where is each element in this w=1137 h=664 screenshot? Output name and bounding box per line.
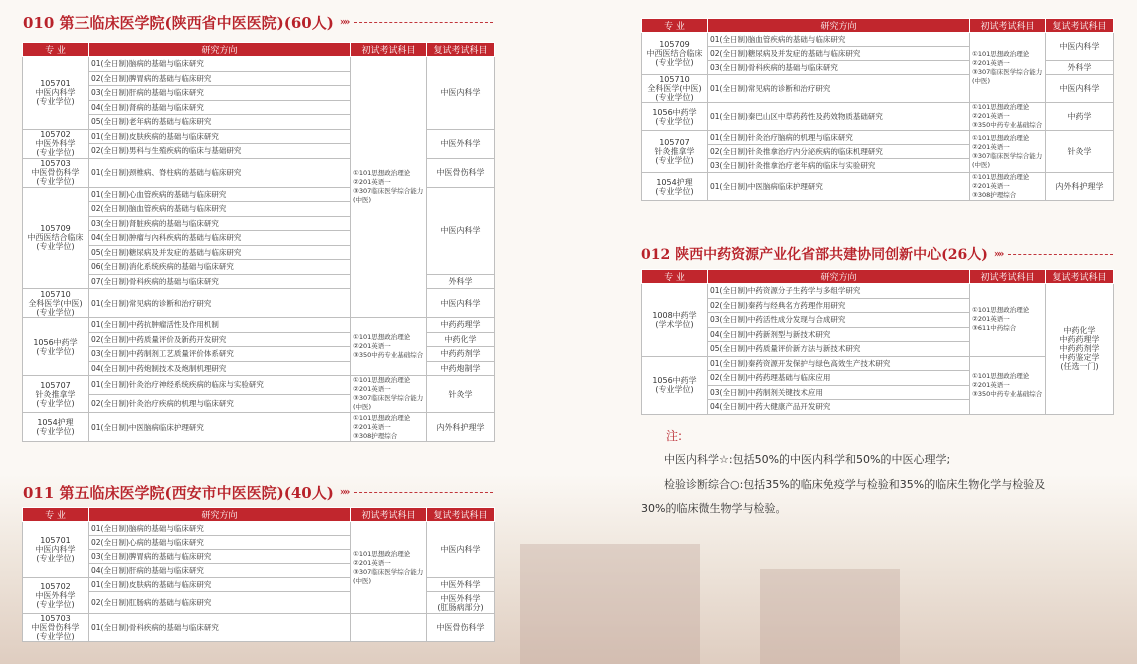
- exam-cell: [351, 614, 427, 642]
- direction-cell: 04(全日制)中药大健康产品开发研究: [708, 400, 970, 415]
- direction-cell: 06(全日制)消化系统疾病的基础与临床研究: [89, 260, 351, 275]
- major-cell: 105701 中医内科学 (专业学位): [23, 57, 89, 130]
- col-header-retest: 复试考试科目: [1046, 19, 1114, 33]
- exam-cell: ①101思想政治理论 ②201英语一 ③307临床医学综合能力 (中医): [351, 522, 427, 614]
- title-arrow-icon: »»: [993, 248, 1003, 260]
- section-title-text: 011 第五临床医学院(西安市中医医院)(40人): [23, 484, 334, 502]
- exam-cell: ①101思想政治理论 ②201英语一 ③350中药专业基础综合: [970, 356, 1046, 414]
- major-cell: 1056中药学 (专业学位): [642, 103, 708, 131]
- direction-cell: 02(全日制)中药药理基础与临床应用: [708, 371, 970, 386]
- direction-cell: 02(全日制)针灸推拿治疗内分泌疾病的临床机理研究: [708, 145, 970, 159]
- major-cell: 105710 全科医学(中医) (专业学位): [642, 75, 708, 103]
- direction-cell: 05(全日制)糖尿病及并发症的基础与临床研究: [89, 245, 351, 260]
- major-cell: 105709 中西医结合临床 (专业学位): [23, 187, 89, 289]
- exam-cell: ①101思想政治理论 ②201英语一 ③350中药专业基础综合: [351, 318, 427, 376]
- direction-cell: 02(全日制)脾胃病的基础与临床研究: [89, 71, 351, 86]
- major-cell: 1008中药学 (学术学位): [642, 284, 708, 357]
- direction-cell: 02(全日制)脑血管疾病的基础与临床研究: [89, 202, 351, 217]
- title-divider: [1008, 254, 1113, 255]
- background-building: [760, 569, 900, 664]
- direction-cell: 03(全日制)针灸推拿治疗老年病的临床与实验研究: [708, 159, 970, 173]
- col-header-initial-exam: 初试考试科目: [970, 19, 1046, 33]
- direction-cell: 04(全日制)肝病的基础与临床研究: [89, 564, 351, 578]
- major-cell: 1054护理 (专业学位): [642, 173, 708, 201]
- note-line: 30%的临床微生物学与检验。: [641, 502, 787, 515]
- col-header-major: 专 业: [23, 43, 89, 57]
- direction-cell: 01(全日制)中医脑病临床护理研究: [708, 173, 970, 201]
- title-divider: [354, 22, 493, 23]
- exam-cell: ①101思想政治理论 ②201英语一 ③308护理综合: [970, 173, 1046, 201]
- direction-cell: 02(全日制)肛肠病的基础与临床研究: [89, 592, 351, 614]
- major-cell: 1056中药学 (专业学位): [642, 356, 708, 414]
- section-title-text: 012 陕西中药资源产业化省部共建协同创新中心(26人): [641, 247, 988, 263]
- direction-cell: 03(全日制)骨科疾病的基础与临床研究: [708, 61, 970, 75]
- retest-cell: 外科学: [427, 274, 495, 289]
- direction-cell: 02(全日制)秦药与经典名方药理作用研究: [708, 298, 970, 313]
- col-header-initial-exam: 初试考试科目: [970, 270, 1046, 284]
- direction-cell: 01(全日制)心血管疾病的基础与临床研究: [89, 187, 351, 202]
- direction-cell: 02(全日制)男科与生殖疾病的临床与基础研究: [89, 144, 351, 159]
- retest-cell: 中医骨伤科学: [427, 158, 495, 187]
- note-line: 检验诊断综合○:包括35%的临床免疫学与检验和35%的临床生物化学与检验及: [664, 478, 1046, 491]
- exam-cell: ①101思想政治理论 ②201英语一 ③307临床医学综合能力 (中医): [970, 33, 1046, 103]
- retest-cell: 中医外科学 (肛肠病部分): [427, 592, 495, 614]
- background-building: [520, 544, 700, 664]
- direction-cell: 03(全日制)肾脏疾病的基础与临床研究: [89, 216, 351, 231]
- direction-cell: 04(全日制)肿瘤与內科疾病的基础与临床研究: [89, 231, 351, 246]
- direction-cell: 04(全日制)肾病的基础与临床研究: [89, 100, 351, 115]
- col-header-direction: 研究方向: [708, 270, 970, 284]
- direction-cell: 02(全日制)糖尿病及并发症的基础与临床研究: [708, 47, 970, 61]
- section-title-text: 010 第三临床医学院(陕西省中医医院)(60人): [23, 14, 334, 32]
- retest-cell: 中药药理学: [427, 318, 495, 333]
- retest-cell: 中医内科学: [1046, 33, 1114, 61]
- retest-cell: 中医内科学: [427, 187, 495, 274]
- direction-cell: 01(全日制)常见病的诊断和治疗研究: [708, 75, 970, 103]
- direction-cell: 02(全日制)中药质量评价及新药开发研究: [89, 332, 351, 347]
- note-line: 中医内科学☆:包括50%的中医内科学和50%的中医心理学;: [664, 453, 951, 466]
- exam-cell: ①101思想政治理论 ②201英语一 ③611中药综合: [970, 284, 1046, 357]
- col-header-retest: 复试考试科目: [427, 508, 495, 522]
- retest-cell: 中药学: [1046, 103, 1114, 131]
- retest-cell: 针灸学: [1046, 131, 1114, 173]
- direction-cell: 01(全日制)秦药资源开发保护与绿色高效生产技术研究: [708, 356, 970, 371]
- direction-cell: 01(全日制)中医脑病临床护理研究: [89, 413, 351, 442]
- direction-cell: 03(全日制)肝病的基础与临床研究: [89, 86, 351, 101]
- admissions-table-010: [22, 42, 495, 442]
- exam-cell: ①101思想政治理论 ②201英语一 ③350中药专业基础综合: [970, 103, 1046, 131]
- retest-cell: 外科学: [1046, 61, 1114, 75]
- direction-cell: 01(全日制)脑血管疾病的基础与临床研究: [708, 33, 970, 47]
- col-header-major: 专 业: [642, 19, 708, 33]
- title-arrow-icon: »»: [339, 17, 349, 28]
- retest-cell: 中医内科学: [427, 57, 495, 130]
- notes-heading: 注:: [666, 429, 683, 443]
- major-cell: 105707 针灸推拿学 (专业学位): [642, 131, 708, 173]
- direction-cell: 07(全日制)骨科疾病的基础与临床研究: [89, 274, 351, 289]
- major-cell: 105703 中医骨伤科学 (专业学位): [23, 158, 89, 187]
- section-title-010: [23, 12, 493, 33]
- direction-cell: 01(全日制)皮肤病的基础与临床研究: [89, 578, 351, 592]
- col-header-retest: 复试考试科目: [1046, 270, 1114, 284]
- retest-cell: 中药化学: [427, 332, 495, 347]
- direction-cell: 03(全日制)中药活性成分发现与合成研究: [708, 313, 970, 328]
- section-title-011: [23, 482, 493, 503]
- major-cell: 1054护理 (专业学位): [23, 413, 89, 442]
- retest-cell: 中药炮制学: [427, 361, 495, 376]
- direction-cell: 01(全日制)皮肤疾病的基础与临床研究: [89, 129, 351, 144]
- col-header-retest: 复试考试科目: [427, 43, 495, 57]
- retest-cell: 中医内科学: [1046, 75, 1114, 103]
- direction-cell: 01(全日制)中药抗肿瘤活性及作用机制: [89, 318, 351, 333]
- direction-cell: 04(全日制)中药新剂型与新技术研究: [708, 327, 970, 342]
- col-header-major: 专 业: [23, 508, 89, 522]
- retest-cell: 内外科护理学: [427, 413, 495, 442]
- title-divider: [354, 492, 493, 493]
- major-cell: 105709 中西医结合临床 (专业学位): [642, 33, 708, 75]
- direction-cell: 05(全日制)中药质量评价新方法与新技术研究: [708, 342, 970, 357]
- retest-cell: 中医骨伤科学: [427, 614, 495, 642]
- direction-cell: 01(全日制)颈椎病、脊柱病的基础与临床研究: [89, 158, 351, 187]
- direction-cell: 04(全日制)中药炮制技术及炮制机理研究: [89, 361, 351, 376]
- section-title-012: [641, 244, 1113, 264]
- direction-cell: 03(全日制)脾胃病的基础与临床研究: [89, 550, 351, 564]
- retest-cell: 内外科护理学: [1046, 173, 1114, 201]
- major-cell: 105702 中医外科学 (专业学位): [23, 129, 89, 158]
- exam-cell: ①101思想政治理论 ②201英语一 ③307临床医学综合能力 (中医): [351, 57, 427, 318]
- direction-cell: 03(全日制)中药制剂工艺质量评价体系研究: [89, 347, 351, 362]
- col-header-direction: 研究方向: [89, 43, 351, 57]
- exam-cell: ①101思想政治理论 ②201英语一 ③308护理综合: [351, 413, 427, 442]
- direction-cell: 05(全日制)老年病的基础与临床研究: [89, 115, 351, 130]
- major-cell: 105702 中医外科学 (专业学位): [23, 578, 89, 614]
- major-cell: 105701 中医内科学 (专业学位): [23, 522, 89, 578]
- major-cell: 105710 全科医学(中医) (专业学位): [23, 289, 89, 318]
- direction-cell: 01(全日制)针灸治疗脑病的机理与临床研究: [708, 131, 970, 145]
- direction-cell: 02(全日制)针灸治疗疾病的机理与临床研究: [89, 394, 351, 413]
- col-header-initial-exam: 初试考试科目: [351, 508, 427, 522]
- direction-cell: 01(全日制)常见病的诊断和治疗研究: [89, 289, 351, 318]
- major-cell: 1056中药学 (专业学位): [23, 318, 89, 376]
- major-cell: 105707 针灸推拿学 (专业学位): [23, 376, 89, 413]
- direction-cell: 01(全日制)脑病的基础与临床研究: [89, 522, 351, 536]
- direction-cell: 01(全日制)秦巴山区中草药药性及药效物质基础研究: [708, 103, 970, 131]
- retest-cell: 中医外科学: [427, 129, 495, 158]
- retest-cell: 针灸学: [427, 376, 495, 413]
- admissions-table-010-continued: [641, 18, 1114, 201]
- direction-cell: 03(全日制)中药制剂关键技术应用: [708, 385, 970, 400]
- col-header-direction: 研究方向: [89, 508, 351, 522]
- retest-cell: 中药药剂学: [427, 347, 495, 362]
- retest-cell: 中药化学 中药药理学 中药药剂学 中药鉴定学 (任选一门): [1046, 284, 1114, 415]
- col-header-direction: 研究方向: [708, 19, 970, 33]
- exam-cell: ①101思想政治理论 ②201英语一 ③307临床医学综合能力(中医): [351, 376, 427, 413]
- col-header-major: 专 业: [642, 270, 708, 284]
- retest-cell: 中医外科学: [427, 578, 495, 592]
- major-cell: 105703 中医骨伤科学 (专业学位): [23, 614, 89, 642]
- retest-cell: 中医内科学: [427, 289, 495, 318]
- direction-cell: 02(全日制)心病的基础与临床研究: [89, 536, 351, 550]
- admissions-table-012: [641, 269, 1114, 415]
- admissions-table-011: [22, 507, 495, 642]
- exam-cell: ①101思想政治理论 ②201英语一 ③307临床医学综合能力 (中医): [970, 131, 1046, 173]
- direction-cell: 01(全日制)针灸治疗神经系统疾病的临床与实验研究: [89, 376, 351, 395]
- direction-cell: 01(全日制)中药资源分子生药学与多组学研究: [708, 284, 970, 299]
- retest-cell: 中医内科学: [427, 522, 495, 578]
- direction-cell: 01(全日制)骨科疾病的基础与临床研究: [89, 614, 351, 642]
- direction-cell: 01(全日制)脑病的基础与临床研究: [89, 57, 351, 72]
- title-arrow-icon: »»: [339, 487, 349, 498]
- col-header-initial-exam: 初试考试科目: [351, 43, 427, 57]
